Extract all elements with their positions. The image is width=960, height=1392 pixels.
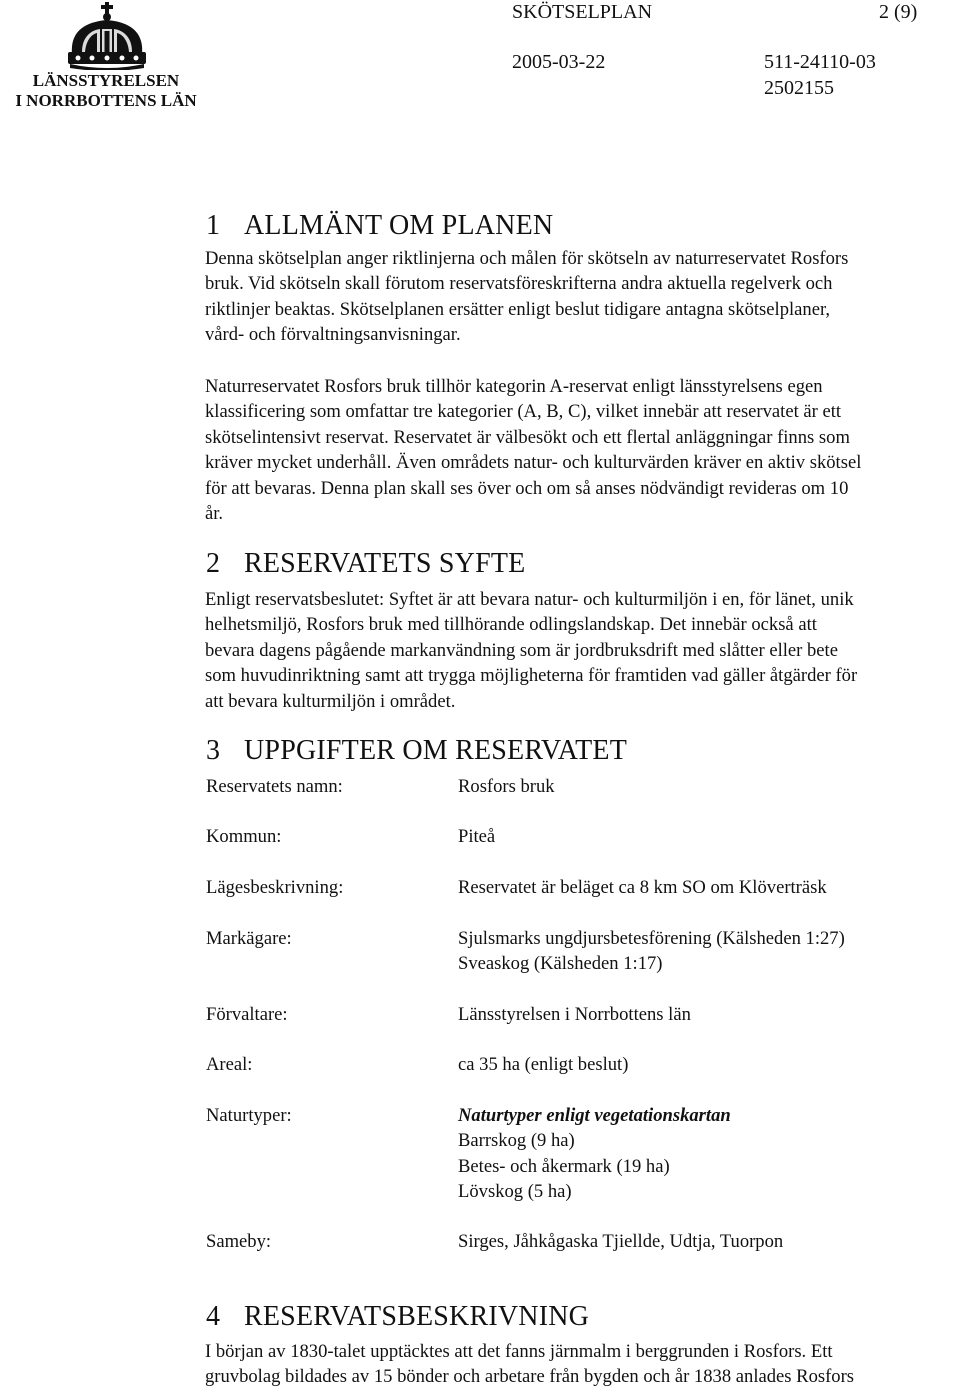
section-number: 1 [206, 210, 221, 241]
field-label-nature-types: Naturtyper: [206, 1105, 292, 1126]
text-line: vård- och förvaltningsanvisningar. [205, 324, 461, 346]
field-label-name: Reservatets namn: [206, 776, 343, 797]
page-number: 2 (9) [879, 1, 918, 23]
text-line: Lövskog (5 ha) [458, 1181, 572, 1203]
text-line: Rosfors bruk [458, 776, 555, 797]
text-line: för att bevaras. Denna plan skall ses över och om så anses nödvändigt revideras om 10 [205, 477, 849, 499]
text-line: som huvudinriktning samt att trygga möjligheterna för framtiden vad gäller åtgärder för [205, 665, 858, 687]
text-line: att bevara kulturmiljön i området. [205, 690, 456, 712]
text-line: ca 35 ha (enligt beslut) [458, 1054, 629, 1075]
text-line: Sirges, Jåhkågaska Tjiellde, Udtja, Tuorpon [458, 1231, 784, 1252]
text-line: Denna skötselplan anger riktlinjerna och målen för skötseln av naturreservatet Rosfors [205, 248, 849, 269]
field-value-name [458, 774, 555, 799]
field-value-municipality [458, 824, 495, 849]
section-title: ALLMÄNT OM PLANEN [244, 210, 554, 241]
doc-type: SKÖTSELPLAN [512, 1, 653, 23]
field-value-nature-types [458, 1103, 731, 1205]
text-line: I början av 1830-talet upptäcktes att det fanns järnmalm i berggrunden i Rosfors. Ett [205, 1341, 833, 1362]
field-label-municipality: Kommun: [206, 826, 282, 847]
doc-number: 2502155 [764, 77, 834, 99]
section-title: RESERVATETS SYFTE [244, 548, 526, 579]
section-title: RESERVATSBESKRIVNING [244, 1301, 590, 1332]
doc-date: 2005-03-22 [512, 51, 606, 73]
text-line: Sveaskog (Kälsheden 1:17) [458, 953, 663, 975]
section-number: 4 [206, 1301, 221, 1332]
text-line: klassificering som omfattar tre kategorier (A, B, C), vilket innebär att reservatet är ett [205, 401, 842, 423]
paragraph [205, 1339, 957, 1390]
section-number: 2 [206, 548, 221, 579]
field-value-location [458, 875, 827, 900]
text-line: Sjulsmarks ungdjursbetesförening (Kälsheden 1:27) [458, 928, 845, 949]
text-line: kräver mycket underhåll. Även områdets natur- och kulturvärden kräver en aktiv skötsel [205, 452, 862, 474]
text-line: Enligt reservatsbeslutet: Syftet är att bevara natur- och kulturmiljön i en, för länet, unik [205, 589, 854, 610]
text-line: Piteå [458, 826, 496, 847]
text-line: Reservatet är beläget ca 8 km SO om Klöverträsk [458, 877, 827, 898]
text-line-heading: Naturtyper enligt vegetationskartan [458, 1105, 731, 1126]
org-name-line2: I NORRBOTTENS LÄN [15, 91, 197, 110]
field-value-area [458, 1052, 628, 1077]
text-line: gruvbolag bildades av 15 bönder och arbetare från bygden och år 1838 anlades Rosfors [205, 1366, 855, 1388]
field-label-landowner: Markägare: [206, 928, 292, 949]
text-line: år. [205, 503, 224, 525]
field-label-manager: Förvaltare: [206, 1004, 288, 1025]
text-line: Länsstyrelsen i Norrbottens län [458, 1004, 691, 1025]
paragraph [205, 374, 957, 526]
paragraph [205, 587, 957, 714]
field-value-sameby [458, 1229, 783, 1254]
text-line: Barrskog (9 ha) [458, 1130, 575, 1152]
text-line: skötselintensivt reservat. Reservatet är välbesökt och ett flertal anläggningar finns som [205, 426, 850, 448]
section-heading-2 [206, 548, 525, 580]
text-line: helhetsmiljö, Rosfors bruk med tillhörande odlingslandskap. Det innebär också att [205, 614, 817, 636]
text-line: bevara dagens pågående markanvändning som är jordbruksdrift med slåtter eller bete [205, 639, 838, 661]
section-heading-4 [206, 1301, 589, 1333]
section-heading-3 [206, 735, 627, 767]
text-line: Betes- och åkermark (19 ha) [458, 1155, 670, 1177]
section-heading-1 [206, 210, 553, 242]
org-name-line1: LÄNSSTYRELSEN [32, 71, 180, 90]
paragraph [205, 246, 957, 348]
section-title: UPPGIFTER OM RESERVATET [244, 735, 628, 766]
doc-reference: 511-24110-03 [764, 51, 876, 73]
text-line: bruk. Vid skötseln skall förutom reservatsföreskrifterna andra aktuella regelverk och [205, 273, 833, 295]
field-label-area: Areal: [206, 1054, 253, 1075]
section-number: 3 [206, 735, 221, 766]
field-label-sameby: Sameby: [206, 1231, 272, 1252]
text-line: riktlinjer beaktas. Skötselplanen ersätter enligt beslut tidigare antagna skötselplaner, [205, 298, 831, 320]
text-line: Naturreservatet Rosfors bruk tillhör kategorin A-reservat enligt länsstyrelsens egen [205, 376, 823, 397]
field-value-manager [458, 1002, 691, 1027]
field-value-landowner [458, 926, 845, 977]
field-label-location: Lägesbeskrivning: [206, 877, 344, 898]
crown-logo-icon [64, 2, 150, 70]
